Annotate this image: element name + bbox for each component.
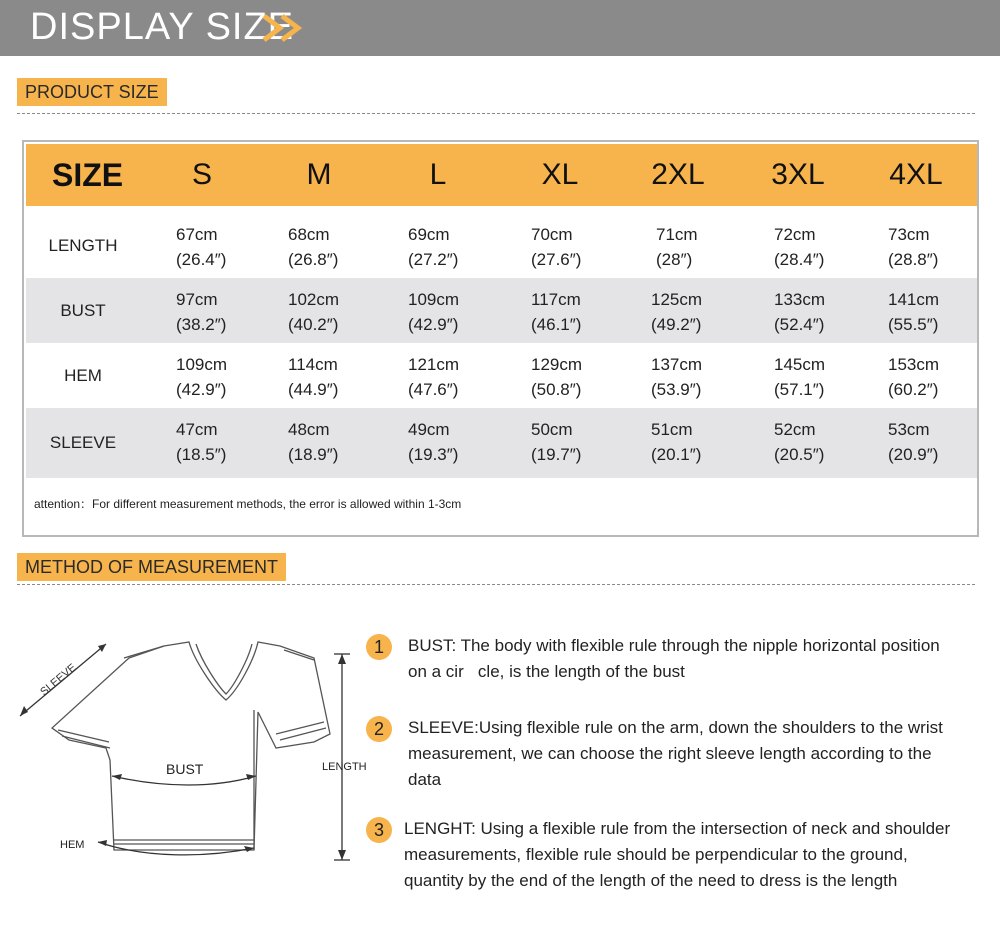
row-label: LENGTH — [48, 236, 118, 255]
divider — [17, 584, 975, 585]
size-header-cell: 3XL — [771, 158, 825, 191]
table-cell: 48cm (18.9″) — [288, 420, 339, 464]
diagram-label-length: LENGTH — [322, 761, 367, 773]
table-cell: 71cm (28″) — [656, 225, 698, 269]
size-header-label: SIZE — [52, 157, 124, 193]
size-header-cell: XL — [541, 158, 579, 191]
bust-measure-line — [112, 776, 256, 785]
table-cell: 72cm (28.4″) — [774, 225, 825, 269]
table-cell: 137cm (53.9″) — [651, 355, 703, 399]
table-cell: 133cm (52.4″) — [774, 290, 826, 334]
size-header-row — [26, 144, 977, 206]
header-bar — [0, 0, 1000, 56]
table-cell: 114cm (44.9″) — [288, 355, 339, 399]
method-tag: METHOD OF MEASUREMENT — [17, 553, 286, 581]
table-cell: 153cm (60.2″) — [888, 355, 940, 399]
diagram-label-hem: HEM — [60, 839, 85, 851]
table-cell: 117cm (46.1″) — [531, 290, 582, 334]
diagram-label-bust: BUST — [166, 761, 204, 777]
size-header-cell: S — [191, 158, 212, 191]
table-cell: 47cm (18.5″) — [176, 420, 227, 464]
table-cell: 145cm (57.1″) — [774, 355, 826, 399]
divider — [17, 113, 975, 114]
attention-note: attention：For different measurement methods, the error is allowed within 1-3cm — [34, 497, 462, 511]
step-number: 2 — [366, 716, 392, 742]
table-cell: 51cm (20.1″) — [651, 420, 702, 464]
table-cell: 50cm (19.7″) — [531, 420, 582, 464]
table-row — [26, 408, 977, 478]
table-cell: 70cm (27.6″) — [531, 225, 582, 269]
instruction-sleeve: SLEEVE:Using flexible rule on the arm, down the shoulders to the wrist measurement, we can choose the right sleeve length according to the data — [408, 718, 943, 789]
step-number: 3 — [366, 817, 392, 843]
table-cell: 49cm (19.3″) — [408, 420, 459, 464]
product-size-tag: PRODUCT SIZE — [17, 78, 167, 106]
step-number: 1 — [366, 634, 392, 660]
garment-outline — [52, 642, 330, 850]
size-header-cell: M — [306, 158, 332, 191]
row-label: HEM — [64, 366, 102, 385]
double-chevron-right-icon — [262, 14, 308, 42]
row-label: SLEEVE — [49, 433, 117, 452]
table-cell: 121cm (47.6″) — [408, 355, 460, 399]
table-row — [26, 343, 977, 408]
size-header-cell: 2XL — [651, 158, 705, 191]
size-table — [22, 140, 979, 537]
table-cell: 73cm (28.8″) — [888, 225, 939, 269]
instruction-bust: BUST: The body with flexible rule through the nipple horizontal position on a cir cle, is the length of the bust — [408, 636, 940, 681]
diagram-label-sleeve: SLEEVE — [38, 661, 79, 699]
table-row — [26, 213, 977, 278]
table-cell: 129cm (50.8″) — [531, 355, 583, 399]
table-cell: 52cm (20.5″) — [774, 420, 825, 464]
size-header-cell: L — [429, 158, 447, 191]
table-cell: 125cm (49.2″) — [651, 290, 703, 334]
table-cell: 97cm (38.2″) — [176, 290, 227, 334]
table-cell: 141cm (55.5″) — [888, 290, 940, 334]
garment-diagram — [14, 630, 374, 880]
table-cell: 68cm (26.8″) — [288, 225, 339, 269]
table-cell: 109cm (42.9″) — [176, 355, 228, 399]
table-cell: 102cm (40.2″) — [288, 290, 340, 334]
table-cell: 109cm (42.9″) — [408, 290, 460, 334]
table-row — [26, 278, 977, 343]
row-label: BUST — [60, 301, 106, 320]
instruction-length: LENGHT: Using a flexible rule from the intersection of neck and shoulder measurements, flexible rule should be perpendicular to the ground, quantity by the end of the length of the need to dress is the length — [404, 819, 951, 890]
table-cell: 69cm (27.2″) — [408, 225, 459, 269]
page-title: DISPLAY SIZE — [30, 6, 295, 48]
size-header-cell: 4XL — [889, 158, 943, 191]
table-cell: 67cm (26.4″) — [176, 225, 227, 269]
table-cell: 53cm (20.9″) — [888, 420, 939, 464]
